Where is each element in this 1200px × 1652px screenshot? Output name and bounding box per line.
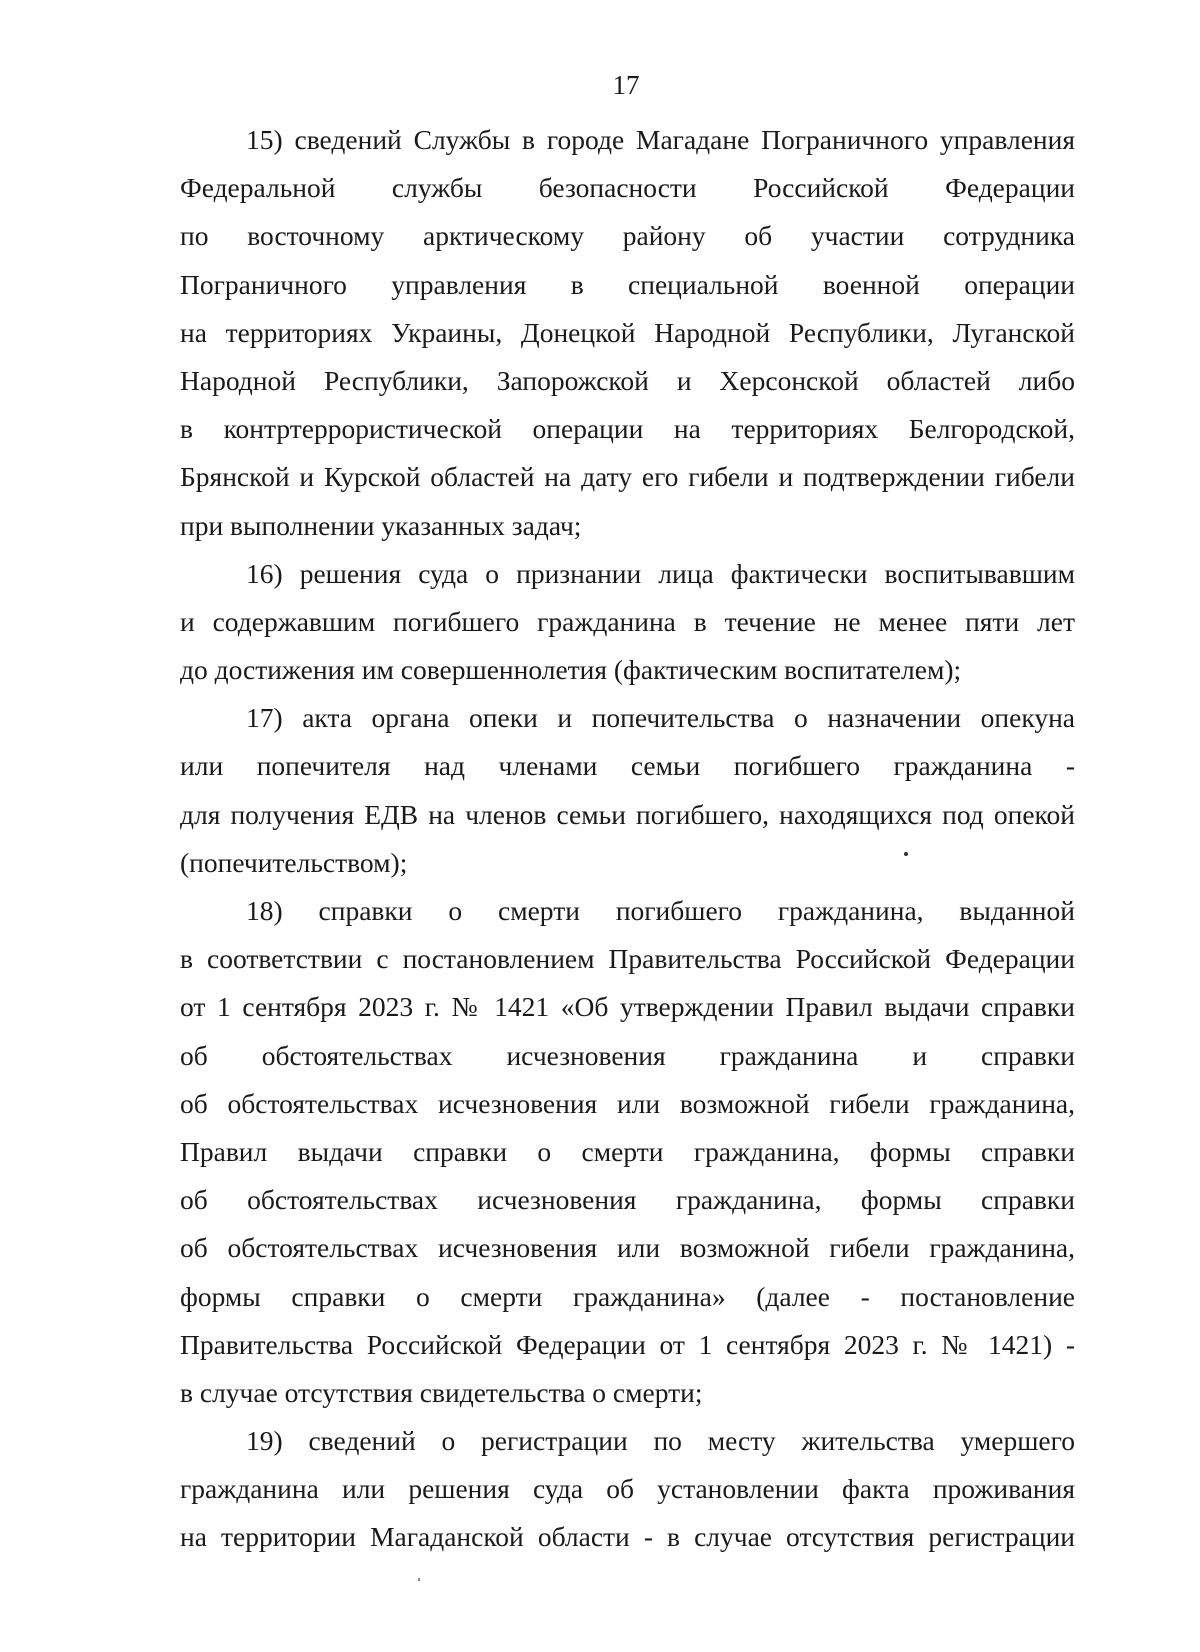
paragraph-15 (180, 116, 1075, 550)
text-line: для получения ЕДВ на членов семьи погибшего, находящихся под опекой (180, 798, 1075, 830)
scan-artifact-dot (904, 852, 908, 856)
text-line: по восточному арктическому району об участии сотрудника (180, 220, 1075, 252)
paragraph-16 (180, 550, 1075, 695)
text-line: об обстоятельствах исчезновения или возможной гибели гражданина, (180, 1087, 1075, 1119)
text-line: Пограничного управления в специальной военной операции (180, 268, 1075, 300)
paragraph-18 (180, 887, 1075, 1417)
text-line: Правил выдачи справки о смерти гражданина, формы справки (180, 1135, 1075, 1167)
text-line: 19) сведений о регистрации по месту жительства умершего (246, 1425, 1075, 1457)
page-number: 17 (612, 70, 640, 100)
text-line: в случае отсутствия свидетельства о смерти; (180, 1376, 703, 1408)
text-line: от 1 сентября 2023 г. № 1421 «Об утверждении Правил выдачи справки (180, 991, 1075, 1023)
text-line: Народной Республики, Запорожской и Херсонской областей либо (180, 364, 1075, 396)
text-line: до достижения им совершеннолетия (фактическим воспитателем); (180, 654, 962, 686)
paragraph-19 (180, 1417, 1075, 1562)
text-line: при выполнении указанных задач; (180, 509, 582, 541)
text-line: 18) справки о смерти погибшего гражданина, выданной (246, 895, 1075, 926)
text-line: формы справки о смерти гражданина» (далее - постановление (180, 1280, 1075, 1312)
text-line: 17) акта органа опеки и попечительства о назначении опекуна (246, 702, 1075, 734)
text-line: 16) решения суда о признании лица фактически воспитывавшим (246, 557, 1075, 589)
text-line: об обстоятельствах исчезновения или возможной гибели гражданина, (180, 1232, 1075, 1264)
text-line: на территориях Украины, Донецкой Народной Республики, Луганской (180, 316, 1075, 348)
text-line: об обстоятельствах исчезновения гражданина, формы справки (180, 1184, 1075, 1216)
text-line: и содержавшим погибшего гражданина в течение не менее пяти лет (180, 605, 1075, 637)
text-line: Брянской и Курской областей на дату его гибели и подтверждении гибели (180, 461, 1075, 493)
scan-artifact-speck (418, 1578, 420, 1581)
text-line: об обстоятельствах исчезновения гражданина и справки (180, 1039, 1075, 1071)
text-line: в контртеррористической операции на территориях Белгородской, (180, 413, 1075, 445)
text-line: 15) сведений Службы в городе Магадане Пограничного управления (246, 124, 1075, 155)
text-line: на территории Магаданской области - в случае отсутствия регистрации (180, 1521, 1075, 1553)
document-body (180, 116, 1075, 1562)
text-line: (попечительством); (180, 846, 408, 878)
text-line: Федеральной службы безопасности Российской Федерации (180, 172, 1075, 204)
text-line: Правительства Российской Федерации от 1 сентября 2023 г. № 1421) - (180, 1328, 1075, 1360)
text-line: гражданина или решения суда об установлении факта проживания (180, 1473, 1075, 1505)
text-line: в соответствии с постановлением Правительства Российской Федерации (180, 943, 1075, 975)
text-line: или попечителя над членами семьи погибшего гражданина - (180, 750, 1075, 782)
paragraph-17 (180, 694, 1075, 887)
